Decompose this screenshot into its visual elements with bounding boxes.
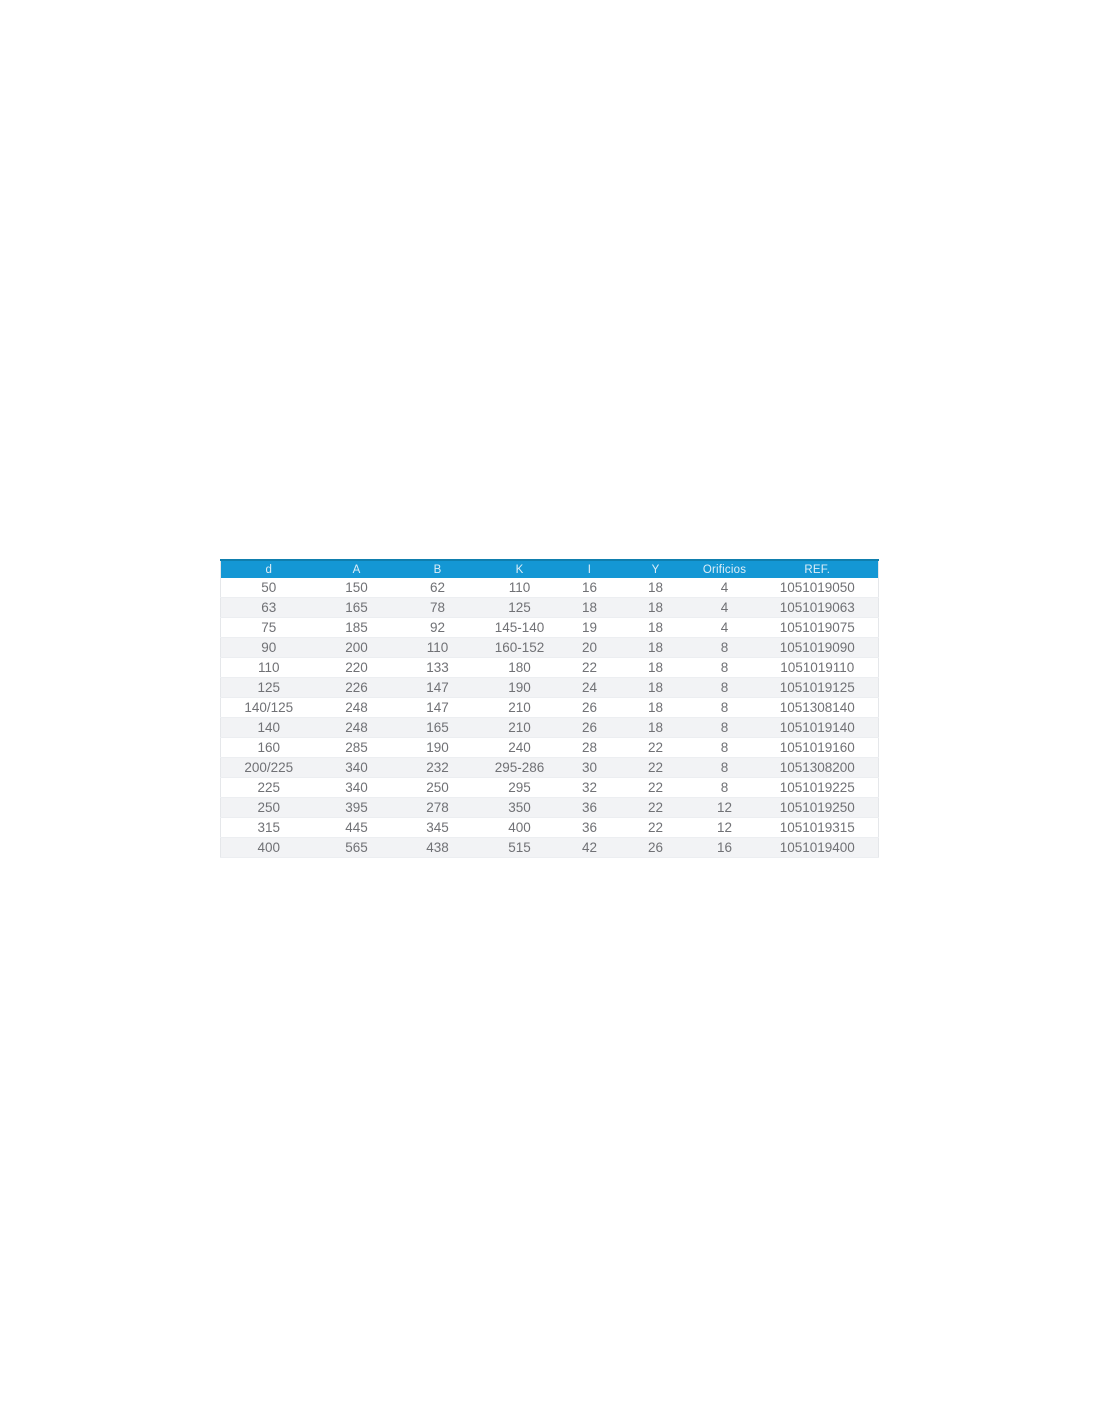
- table-cell: 22: [619, 738, 693, 758]
- table-body: [221, 578, 879, 858]
- table-cell: 340: [317, 778, 397, 798]
- table-cell: 42: [561, 838, 619, 858]
- table-cell: 147: [397, 678, 479, 698]
- column-header-a: A: [317, 560, 397, 578]
- table-cell: 4: [693, 578, 757, 598]
- table-cell: 1051019400: [757, 838, 879, 858]
- table-cell: 18: [619, 718, 693, 738]
- table-cell: 1051019063: [757, 598, 879, 618]
- table-cell: 26: [561, 698, 619, 718]
- table-cell: 220: [317, 658, 397, 678]
- table-cell: 18: [619, 658, 693, 678]
- table-cell: 8: [693, 758, 757, 778]
- table-cell: 400: [221, 838, 317, 858]
- table-row: [221, 618, 879, 638]
- table-cell: 225: [221, 778, 317, 798]
- table-row: [221, 638, 879, 658]
- table-cell: 248: [317, 718, 397, 738]
- table-cell: 50: [221, 578, 317, 598]
- table-cell: 200: [317, 638, 397, 658]
- table-cell: 125: [479, 598, 561, 618]
- table-row: [221, 598, 879, 618]
- table-cell: 515: [479, 838, 561, 858]
- table-cell: 445: [317, 818, 397, 838]
- table-cell: 165: [317, 598, 397, 618]
- table-row: [221, 698, 879, 718]
- table-cell: 8: [693, 778, 757, 798]
- table-cell: 4: [693, 598, 757, 618]
- table-row: [221, 658, 879, 678]
- table-cell: 1051019050: [757, 578, 879, 598]
- table-cell: 36: [561, 818, 619, 838]
- table-cell: 18: [619, 598, 693, 618]
- column-header-orificios: Orificios: [693, 560, 757, 578]
- table-cell: 18: [561, 598, 619, 618]
- table-cell: 565: [317, 838, 397, 858]
- table-header: [221, 560, 879, 578]
- table-cell: 295: [479, 778, 561, 798]
- table-cell: 22: [619, 778, 693, 798]
- table-cell: 110: [221, 658, 317, 678]
- table-cell: 92: [397, 618, 479, 638]
- table-cell: 278: [397, 798, 479, 818]
- column-header-y: Y: [619, 560, 693, 578]
- table-cell: 8: [693, 678, 757, 698]
- table-row: [221, 778, 879, 798]
- table-cell: 22: [561, 658, 619, 678]
- table-cell: 36: [561, 798, 619, 818]
- table-cell: 190: [479, 678, 561, 698]
- table-cell: 190: [397, 738, 479, 758]
- table-cell: 1051019125: [757, 678, 879, 698]
- table-cell: 400: [479, 818, 561, 838]
- table-cell: 12: [693, 798, 757, 818]
- table-cell: 1051308140: [757, 698, 879, 718]
- table-cell: 18: [619, 678, 693, 698]
- table-cell: 145-140: [479, 618, 561, 638]
- column-header-ref: REF.: [757, 560, 879, 578]
- table-cell: 63: [221, 598, 317, 618]
- spec-table: [220, 559, 879, 858]
- table-cell: 22: [619, 798, 693, 818]
- table-cell: 240: [479, 738, 561, 758]
- table-cell: 350: [479, 798, 561, 818]
- table-cell: 1051019110: [757, 658, 879, 678]
- table-cell: 28: [561, 738, 619, 758]
- table-row: [221, 818, 879, 838]
- table-cell: 22: [619, 818, 693, 838]
- table-cell: 125: [221, 678, 317, 698]
- table-cell: 4: [693, 618, 757, 638]
- table-cell: 32: [561, 778, 619, 798]
- table-cell: 160: [221, 738, 317, 758]
- table-cell: 210: [479, 718, 561, 738]
- table-cell: 8: [693, 698, 757, 718]
- table-cell: 62: [397, 578, 479, 598]
- table-cell: 165: [397, 718, 479, 738]
- table-header-row: [221, 560, 879, 578]
- table-cell: 18: [619, 578, 693, 598]
- table-cell: 1051019315: [757, 818, 879, 838]
- table-cell: 26: [561, 718, 619, 738]
- table-row: [221, 578, 879, 598]
- table-cell: 340: [317, 758, 397, 778]
- table-cell: 180: [479, 658, 561, 678]
- table-cell: 160-152: [479, 638, 561, 658]
- column-header-k: K: [479, 560, 561, 578]
- table-cell: 133: [397, 658, 479, 678]
- table-cell: 1051019160: [757, 738, 879, 758]
- column-header-d: d: [221, 560, 317, 578]
- table-cell: 8: [693, 738, 757, 758]
- table-cell: 16: [693, 838, 757, 858]
- table-cell: 8: [693, 658, 757, 678]
- table-cell: 110: [397, 638, 479, 658]
- table-cell: 200/225: [221, 758, 317, 778]
- table-cell: 232: [397, 758, 479, 778]
- table-cell: 1051019075: [757, 618, 879, 638]
- table-cell: 295-286: [479, 758, 561, 778]
- table-cell: 285: [317, 738, 397, 758]
- table-cell: 12: [693, 818, 757, 838]
- table-cell: 110: [479, 578, 561, 598]
- table-cell: 1051308200: [757, 758, 879, 778]
- table-row: [221, 678, 879, 698]
- table-cell: 185: [317, 618, 397, 638]
- table-cell: 1051019250: [757, 798, 879, 818]
- table-cell: 147: [397, 698, 479, 718]
- table-cell: 250: [397, 778, 479, 798]
- table-cell: 20: [561, 638, 619, 658]
- table-cell: 26: [619, 838, 693, 858]
- table-row: [221, 738, 879, 758]
- table-cell: 22: [619, 758, 693, 778]
- column-header-i: I: [561, 560, 619, 578]
- table-cell: 226: [317, 678, 397, 698]
- table-row: [221, 758, 879, 778]
- table-cell: 395: [317, 798, 397, 818]
- table-row: [221, 798, 879, 818]
- table-cell: 8: [693, 638, 757, 658]
- table-cell: 18: [619, 638, 693, 658]
- table-cell: 150: [317, 578, 397, 598]
- table-cell: 250: [221, 798, 317, 818]
- table-cell: 1051019225: [757, 778, 879, 798]
- table-cell: 18: [619, 698, 693, 718]
- table-row: [221, 838, 879, 858]
- table-cell: 24: [561, 678, 619, 698]
- table-cell: 75: [221, 618, 317, 638]
- table-cell: 16: [561, 578, 619, 598]
- table-cell: 248: [317, 698, 397, 718]
- table-cell: 345: [397, 818, 479, 838]
- table-cell: 18: [619, 618, 693, 638]
- table-cell: 8: [693, 718, 757, 738]
- table-cell: 140/125: [221, 698, 317, 718]
- table-cell: 30: [561, 758, 619, 778]
- table-row: [221, 718, 879, 738]
- table-cell: 315: [221, 818, 317, 838]
- table-cell: 1051019090: [757, 638, 879, 658]
- table-cell: 140: [221, 718, 317, 738]
- table-cell: 1051019140: [757, 718, 879, 738]
- table-cell: 78: [397, 598, 479, 618]
- table-cell: 438: [397, 838, 479, 858]
- column-header-b: B: [397, 560, 479, 578]
- table-cell: 210: [479, 698, 561, 718]
- table-cell: 90: [221, 638, 317, 658]
- table-cell: 19: [561, 618, 619, 638]
